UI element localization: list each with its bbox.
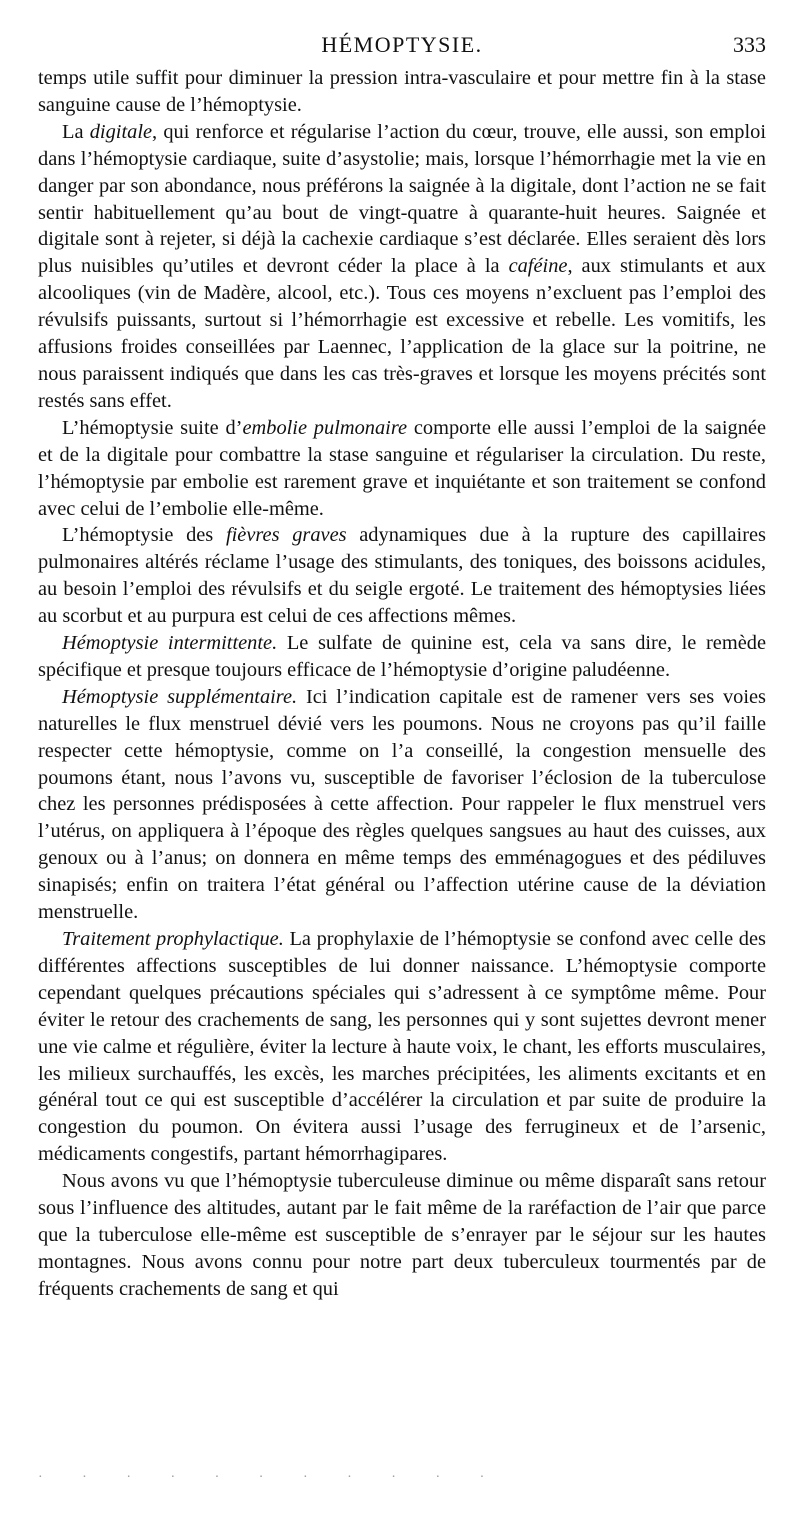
- paragraph-text: La prophylaxie de l’hémoptysie se confond avec celle des différentes affections susceptibles de lui donner naissance. L’hémoptysie comporte cependant quelques précautions spéciales qui s’adressent à ce symptôme même. Pour éviter le retour des crachements de sang, les personnes qui y sont sujettes devront mener une vie calme et régulière, éviter la lecture à haute voix, le chant, les efforts musculaires, les milieux surchauffés, les excès, les marches précipitées, les aliments excitants et en général tout ce qui est susceptible d’accélérer la circulation et par suite de produire la congestion du poumon. On évitera aussi l’usage des ferrugineux et de l’arsenic, médicaments congestifs, partant hémorrhagipares.: [38, 928, 766, 1166]
- page-number: 333: [733, 32, 766, 57]
- paragraph-text: , aux stimulants et aux alcooliques (vin de Madère, alcool, etc.). Tous ces moyens n’excluent pas l’emploi des révulsifs puissants, surtout si l’hémorrhagie est excessive et rebelle. Les vomitifs, les affusions froides conseillées par Laennec, l’application de la glace sur la poitrine, ne nous paraissent indiqués que dans les cas très-graves et lorsque les moyens précités sont restés sans effet.: [38, 255, 766, 412]
- paragraph-text: adynamiques due à la rupture des capillaires pulmonaires altérés réclame l’usage des stimulants, des toniques, des boissons acidules, au besoin l’emploi des révulsifs et du seigle ergoté. Le traitement des hémoptysies liées au scorbut et au purpura est celui de ces affections mêmes.: [38, 524, 766, 628]
- paragraph-text: temps utile suffit pour diminuer la pression intra-vasculaire et pour mettre fin à la stase sanguine cause de l’hémoptysie.: [38, 67, 766, 116]
- paragraph: [38, 684, 766, 926]
- emphasis-term: fièvres graves: [225, 524, 347, 547]
- paragraph-text: La: [62, 120, 90, 143]
- paragraph: [38, 415, 766, 523]
- emphasis-term: embolie pulmonaire: [242, 416, 408, 439]
- running-title: HÉMOPTYSIE.: [321, 32, 483, 57]
- footer-smudge-marks: · · · · · · · · · · ·: [38, 1470, 503, 1485]
- page-header: [38, 26, 766, 62]
- paragraph-text: L’hémoptysie suite d’: [62, 416, 243, 439]
- paragraph-text: , qui renforce et régularise l’action du cœur, trouve, elle aussi, son emploi dans l’hémoptysie cardiaque, suite d’asystolie; mais, lorsque l’hémorrhagie met la vie en danger par son abondance, nous préférons la saignée à la digitale, dont l’action ne se fait sentir habituellement qu’au bout de vingt-quatre à quarante-huit heures. Saignée et digitale sont à rejeter, si déjà la cachexie cardiaque s’est déclarée. Elles seraient dès lors plus nuisibles qu’utiles et devront céder la place à la: [38, 120, 766, 278]
- paragraph: [38, 1168, 766, 1303]
- emphasis-term: digitale: [89, 120, 153, 143]
- paragraph: [38, 630, 766, 684]
- section-heading: Traitement prophylactique.: [62, 928, 284, 950]
- paragraph: [38, 522, 766, 630]
- section-heading: Hémoptysie intermittente.: [62, 632, 278, 655]
- paragraph: [38, 119, 766, 415]
- section-heading: Hémoptysie supplémentaire.: [62, 685, 298, 708]
- paragraph-text: L’hémoptysie des: [62, 524, 226, 547]
- paragraph-text: Ici l’indication capitale est de ramener vers ses voies naturelles le flux menstruel dévié vers les poumons. Nous ne croyons pas qu’il faille respecter cette hémoptysie, comme on l’a conseillé, la congestion mensuelle des poumons étant, nous l’avons vu, susceptible de favoriser l’éclosion de la tuberculose chez les personnes prédisposées à cette affection. Pour rappeler le flux menstruel vers l’utérus, on appliquera à l’époque des règles quelques sangsues au haut des cuisses, aux genoux ou à l’anus; on donnera en même temps des emménagogues et des pédiluves sinapisés; enfin on traitera l’état général ou l’affection utérine cause de la déviation menstruelle.: [38, 685, 766, 924]
- paragraph-text: Nous avons vu que l’hémoptysie tuberculeuse diminue ou même disparaît sans retour sous l’influence des altitudes, autant par le fait même de la raréfaction de l’air que parce que la tuberculose elle-même est susceptible de s’enrayer par le séjour sur les hautes montagnes. Nous avons connu pour notre part deux tuberculeux tourmentés par de fréquents crachements de sang et qui: [38, 1170, 766, 1300]
- paragraph-text: Le sulfate de quinine est, cela va sans dire, le remède spécifique et presque toujours efficace de l’hémoptysie d’origine paludéenne.: [38, 632, 766, 681]
- paragraph: [38, 65, 766, 119]
- paragraph: [38, 926, 766, 1168]
- paragraph-text: comporte elle aussi l’emploi de la saignée et de la digitale pour combattre la stase sanguine et régulariser la circulation. Du reste, l’hémoptysie par embolie est rarement grave et inquiétante et son traitement se confond avec celui de l’embolie elle-même.: [38, 416, 767, 520]
- body-text: [38, 65, 766, 1303]
- emphasis-term: caféine: [508, 255, 568, 278]
